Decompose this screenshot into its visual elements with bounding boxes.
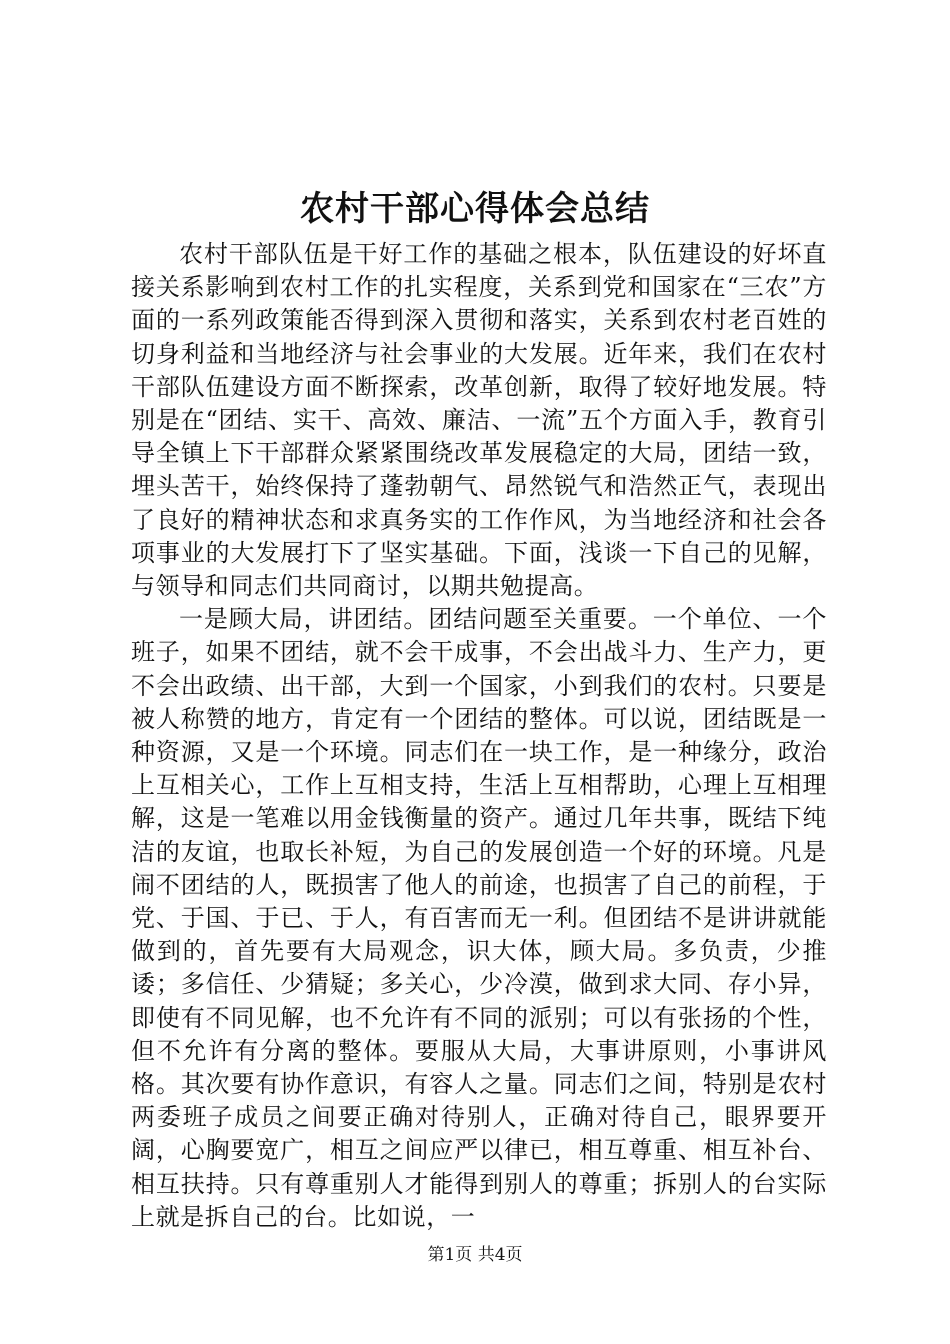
document-title: 农村干部心得体会总结 [300,189,650,229]
paragraph-intro: 农村干部队伍是干好工作的基础之根本，队伍建设的好坏直接关系影响到农村工作的扎实程度，关系到党和国家在“三农”方面的一系列政策能否得到深入贯彻和落实，关系到农村老百姓的切身利益和当地经济与社会事业的大发展。近年来，我们在农村干部队伍建设方面不断探索，改革创新，取得了较好地发展。特别是在“团结、实干、高效、廉洁、一流”五个方面入手，教育引导全镇上下干部群众紧紧围绕改革发展稳定的大局，团结一致，埋头苦干，始终保持了蓬勃朝气、昂然锐气和浩然正气，表现出了良好的精神状态和求真务实的工作作风，为当地经济和社会各项事业的大发展打下了坚实基础。下面，浅谈一下自己的见解，与领导和同志们共同商讨，以期共勉提高。 [131,240,827,601]
page-number-footer: 第1页 共4页 [427,1245,523,1265]
document-body [131,238,827,1234]
paragraph-unity: 一是顾大局，讲团结。团结问题至关重要。一个单位、一个班子，如果不团结，就不会干成事，不会出战斗力、生产力，更不会出政绩、出干部，大到一个国家，小到我们的农村。只要是被人称赞的地方，肯定有一个团结的整体。可以说，团结既是一种资源，又是一个环境。同志们在一块工作，是一种缘分，政治上互相关心，工作上互相支持，生活上互相帮助，心理上互相理解，这是一笔难以用金钱衡量的资产。通过几年共事，既结下纯洁的友谊，也取长补短，为自己的发展创造一个好的环境。凡是闹不团结的人，既损害了他人的前途，也损害了自己的前程，于党、于国、于已、于人，有百害而无一利。但团结不是讲讲就能做到的，首先要有大局观念，识大体，顾大局。多负责，少推诿；多信任、少猜疑；多关心，少冷漠，做到求大同、存小异，即使有不同见解，也不允许有不同的派别；可以有张扬的个性，但不允许有分离的整体。要服从大局，大事讲原则，小事讲风格。其次要有协作意识，有容人之量。同志们之间，特别是农村两委班子成员之间要正确对待别人，正确对待自己，眼界要开阔，心胸要宽广，相互之间应严以律已，相互尊重、相互补台、相互扶持。只有尊重别人才能得到别人的尊重；拆别人的台实际上就是拆自己的台。比如说，一 [131,605,827,1231]
